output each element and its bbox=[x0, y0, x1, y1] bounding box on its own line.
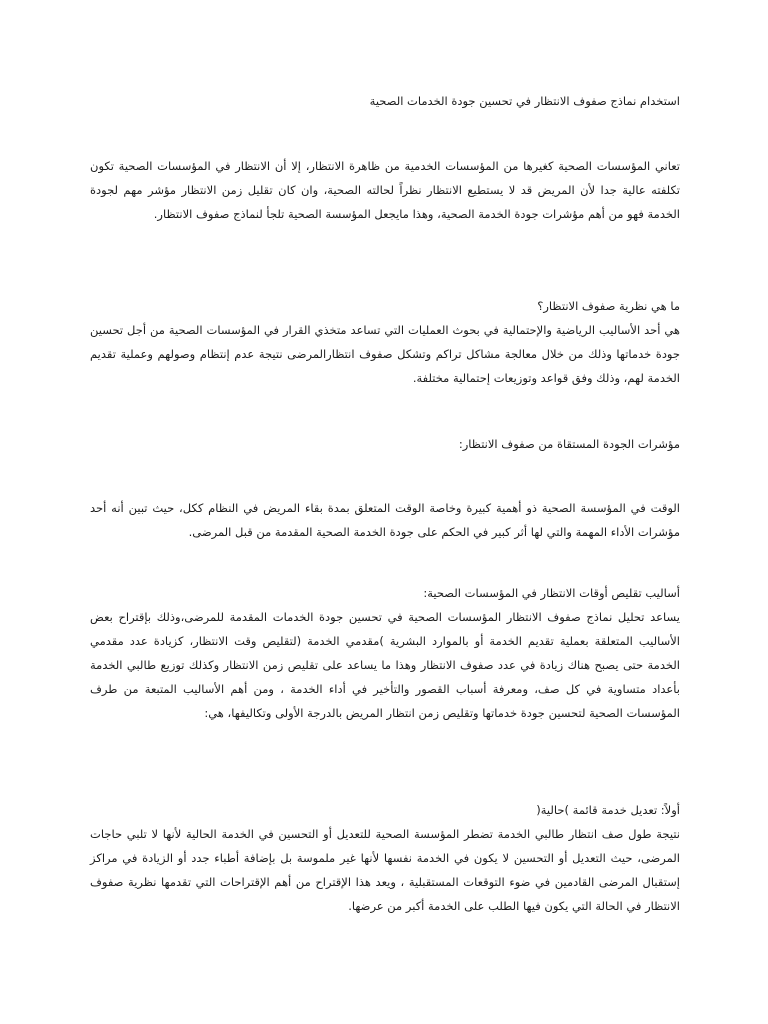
intro-paragraph: تعاني المؤسسات الصحية كغيرها من المؤسسات الخدمية من ظاهرة الانتظار، إلا أن الانتظار في المؤسسات الصحية تكون تكلفته عالية جدا لأن المريض قد لا يستطيع الانتظار نظراً لحالته الصحية، وان كان تقليل زمن الانتظار مؤشر مهم لجودة الخدمة فهو من أهم مؤشرات جودة الخدمة الصحية، وهذا مايجعل المؤسسة الصحية تلجأ لنماذج صفوف الانتظار. bbox=[90, 159, 680, 221]
section-body-reduction-methods: يساعد تحليل نماذج صفوف الانتظار المؤسسات الصحية في تحسين جودة الخدمات المقدمة للمرضى،وذلك بإقتراح بعض الأساليب المتعلقة بعملية تقديم الخدمة أو بالموارد البشرية )مقدمي الخدمة (لتقليص وقت الانتظار، كزيادة عدد مقدمي الخدمة حتى يصبح هناك زيادة في عدد صفوف الانتظار وهذا ما يساعد على تقليص زمن الانتظار وكذلك توزيع طالبي الخدمة بأعداد متساوية في كل صف، ومعرفة أسباب القصور والتأخير في أداء الخدمة ، ومن أهم الأساليب المتبعة من طرف المؤسسات الصحية لتحسين جودة خدماتها وتقليص زمن انتظار المريض بالدرجة الأولى وتكاليفها، هي: bbox=[90, 610, 680, 720]
section-body-modify-service: نتيجة طول صف انتظار طالبي الخدمة تضطر المؤسسة الصحية للتعديل أو التحسين في الخدمة الحالية لأنها لا تلبي حاجات المرضى، حيث التعديل أو التحسين لا يكون في الخدمة نفسها لأنها غير ملموسة بل بإضافة أطباء جدد أو الزيادة في مراكز إستقبال المرضى القادمين في ضوء التوقعات المستقبلية ، ويعد هذا الإقتراح من أهم الإقتراحات التي تقدمها نظرية صفوف الانتظار في الحالة التي يكون فيها الطلب على الخدمة أكبر من عرضها. bbox=[90, 827, 680, 913]
section-heading-theory: ما هي نظرية صفوف الانتظار؟ bbox=[537, 299, 680, 313]
document-title: استخدام نماذج صفوف الانتظار في تحسين جودة الخدمات الصحية bbox=[369, 94, 680, 108]
section-body-time: الوقت في المؤسسة الصحية ذو أهمية كبيرة وخاصة الوقت المتعلق بمدة بقاء المريض في النظام ككل، حيث تبين أنه أحد مؤشرات الأداء المهمة والتي لها أثر كبير في الحكم على جودة الخدمة الصحية المقدمة من قبل المرضى. bbox=[90, 501, 680, 539]
section-body-theory: هي أحد الأساليب الرياضية والإحتمالية في بحوث العمليات التي تساعد متخذي القرار في المؤسسات الصحية من أجل تحسين جودة خدماتها وذلك من خلال معالجة مشاكل تراكم وتشكل صفوف انتظارالمرضى نتيجة عدم إنتظام وصولهم وعملية تقديم الخدمة لهم، وذلك وفق قواعد وتوزيعات إحتمالية مختلفة. bbox=[90, 323, 680, 385]
section-heading-quality-indicators: مؤشرات الجودة المستقاة من صفوف الانتظار: bbox=[458, 437, 680, 451]
section-heading-reduction-methods: أساليب تقليص أوقات الانتظار في المؤسسات الصحية: bbox=[423, 586, 680, 600]
section-heading-modify-service: أولاً: تعديل خدمة قائمة )حالية( bbox=[536, 803, 680, 817]
